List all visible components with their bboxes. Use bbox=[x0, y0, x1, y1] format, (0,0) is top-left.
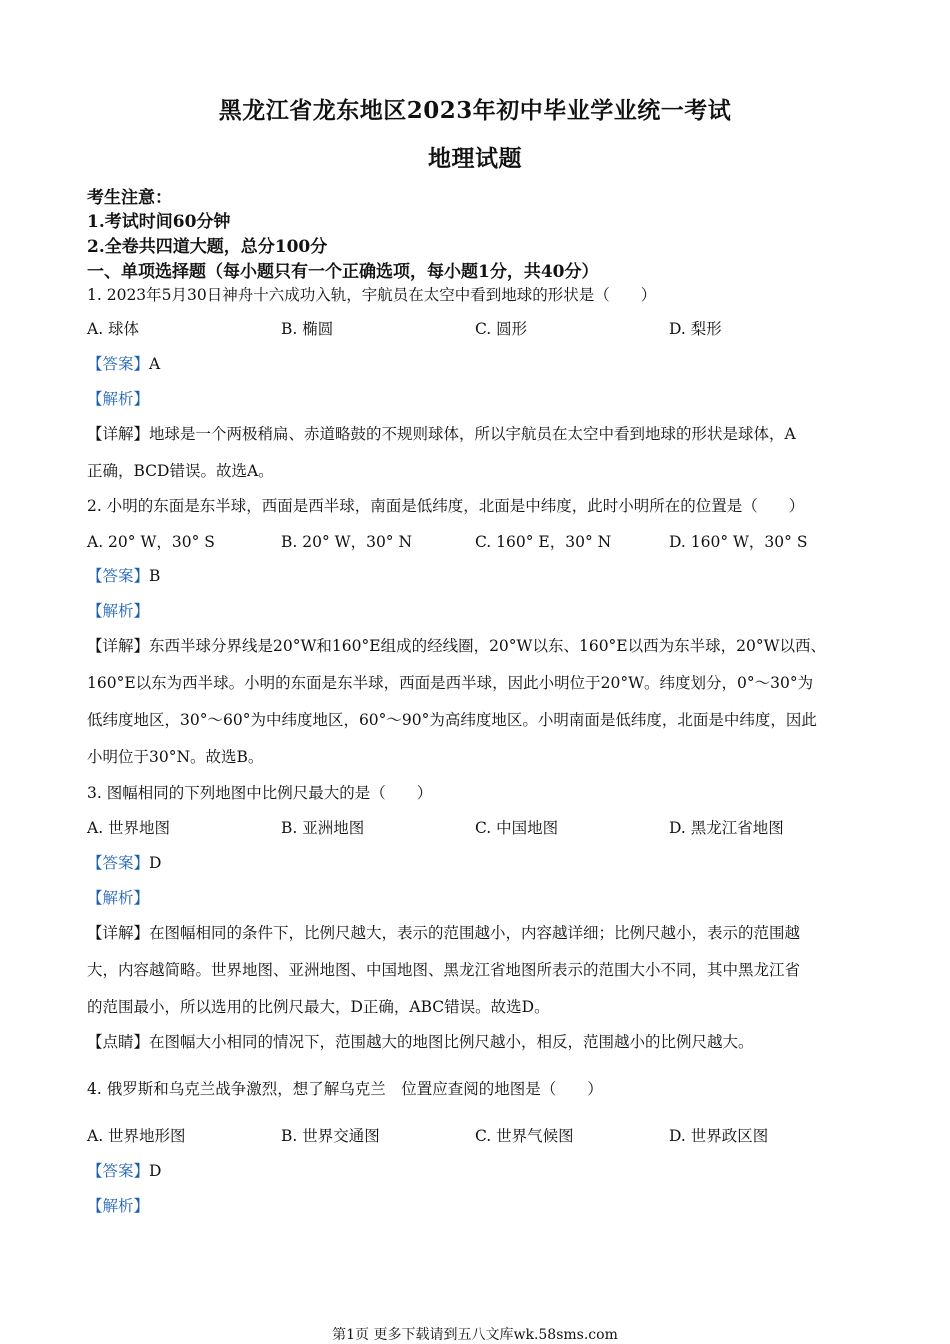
analysis-line bbox=[87, 886, 149, 908]
option-c: C. 世界气候图 bbox=[475, 1127, 574, 1145]
detail-text: 在图幅相同的条件下，比例尺越大，表示的范围越小，内容越详细；比例尺越小，表示的范围越 bbox=[149, 924, 801, 942]
detail-text: 大，内容越简略。世界地图、亚洲地图、中国地图、黑龙江省地图所表示的范围大小不同，其中黑龙江省 bbox=[87, 961, 801, 979]
analysis-line bbox=[87, 387, 149, 409]
answer-line bbox=[87, 851, 161, 873]
option-c: C. 圆形 bbox=[475, 320, 528, 338]
analysis-line bbox=[87, 1194, 149, 1216]
detail-text: 小明位于30°N。故选B。 bbox=[87, 748, 264, 766]
question-stem: 1. 2023年5月30日神舟十六成功入轨，宇航员在太空中看到地球的形状是（ ） bbox=[87, 286, 657, 304]
tip-tag: 【点睛】 bbox=[87, 1033, 150, 1051]
answer-value: D bbox=[149, 854, 162, 872]
detail-tag: 【详解】 bbox=[87, 637, 150, 655]
answer-line bbox=[87, 564, 160, 586]
answer-tag: 【答案】 bbox=[87, 854, 150, 872]
analysis-tag: 【解析】 bbox=[87, 889, 150, 907]
analysis-tag: 【解析】 bbox=[87, 1197, 150, 1215]
option-d: D. 黑龙江省地图 bbox=[669, 819, 784, 837]
option-a: A. 世界地形图 bbox=[87, 1127, 186, 1145]
option-d: D. 世界政区图 bbox=[669, 1127, 769, 1145]
option-a: A. 20° W，30° S bbox=[87, 533, 215, 551]
answer-line bbox=[87, 1159, 161, 1181]
answer-value: A bbox=[149, 355, 161, 373]
detail-line bbox=[87, 422, 796, 444]
option-b: B. 世界交通图 bbox=[281, 1127, 380, 1145]
detail-line bbox=[87, 921, 800, 943]
exam-title: 黑龙江省龙东地区2023年初中毕业学业统一考试 bbox=[218, 97, 732, 124]
option-b: B. 20° W，30° N bbox=[281, 533, 413, 551]
tip-text: 在图幅大小相同的情况下，范围越大的地图比例尺越小，相反，范围越小的比例尺越大。 bbox=[149, 1033, 754, 1051]
option-d: D. 160° W，30° S bbox=[669, 533, 808, 551]
detail-text: 低纬度地区，30°～60°为中纬度地区，60°～90°为高纬度地区。小明南面是低纬度，北面是中纬度，因此 bbox=[87, 711, 817, 729]
analysis-tag: 【解析】 bbox=[87, 390, 150, 408]
detail-line bbox=[87, 634, 826, 656]
question-stem: 4. 俄罗斯和乌克兰战争激烈，想了解乌克兰 位置应查阅的地图是（ ） bbox=[87, 1080, 603, 1098]
detail-text: 东西半球分界线是20°W和160°E组成的经线圈，20°W以东、160°E以西为东半球，20°W以西、 bbox=[149, 637, 827, 655]
analysis-tag: 【解析】 bbox=[87, 602, 150, 620]
option-a: A. 世界地图 bbox=[87, 819, 171, 837]
section-heading: 一、单项选择题（每小题只有一个正确选项，每小题1分，共40分） bbox=[87, 262, 599, 282]
detail-tag: 【详解】 bbox=[87, 425, 150, 443]
detail-text: 正确，BCD错误。故选A。 bbox=[87, 462, 274, 480]
option-b: B. 椭圆 bbox=[281, 320, 334, 338]
answer-value: B bbox=[149, 567, 161, 585]
detail-text: 的范围最小，所以选用的比例尺最大，D正确，ABC错误。故选D。 bbox=[87, 998, 550, 1016]
tip-line bbox=[87, 1030, 754, 1052]
question-stem: 3. 图幅相同的下列地图中比例尺最大的是（ ） bbox=[87, 784, 433, 802]
answer-tag: 【答案】 bbox=[87, 355, 150, 373]
notice-item: 2.全卷共四道大题，总分100分 bbox=[87, 237, 328, 257]
option-c: C. 中国地图 bbox=[475, 819, 559, 837]
option-b: B. 亚洲地图 bbox=[281, 819, 365, 837]
option-d: D. 梨形 bbox=[669, 320, 722, 338]
exam-subtitle: 地理试题 bbox=[428, 145, 522, 172]
option-c: C. 160° E，30° N bbox=[475, 533, 612, 551]
answer-line bbox=[87, 352, 160, 374]
detail-tag: 【详解】 bbox=[87, 924, 150, 942]
page-footer: 第1页 更多下载请到五八文库wk.58sms.com bbox=[332, 1327, 618, 1343]
question-stem: 2. 小明的东面是东半球，西面是西半球，南面是低纬度，北面是中纬度，此时小明所在的位置是（ ） bbox=[87, 497, 805, 515]
notice-item: 1.考试时间60分钟 bbox=[87, 212, 231, 232]
answer-tag: 【答案】 bbox=[87, 1162, 150, 1180]
analysis-line bbox=[87, 599, 149, 621]
detail-text: 地球是一个两极稍扁、赤道略鼓的不规则球体，所以宇航员在太空中看到地球的形状是球体，A bbox=[149, 425, 796, 443]
answer-value: D bbox=[149, 1162, 162, 1180]
option-a: A. 球体 bbox=[87, 320, 140, 338]
answer-tag: 【答案】 bbox=[87, 567, 150, 585]
detail-text: 160°E以东为西半球。小明的东面是东半球，西面是西半球，因此小明位于20°W。纬度划分，0°～30°为 bbox=[87, 674, 814, 692]
notice-heading: 考生注意： bbox=[87, 188, 172, 208]
